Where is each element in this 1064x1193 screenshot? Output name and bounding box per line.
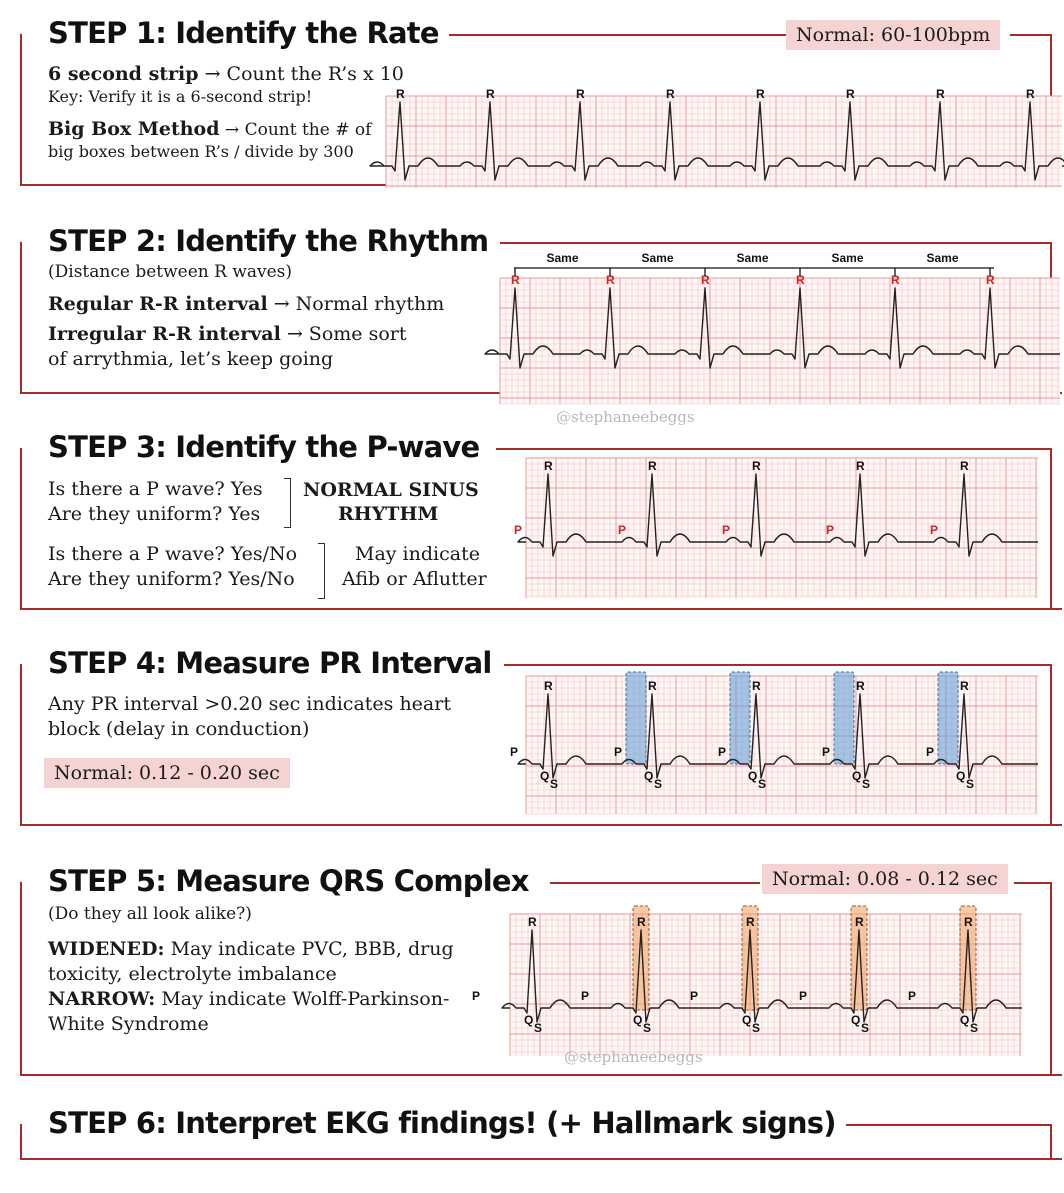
step4-line1: Any PR interval >0.20 sec indicates heart <box>48 693 451 715</box>
r-wave-label-1: R <box>637 915 646 929</box>
r-wave-label-4: R <box>960 459 969 473</box>
step2-subtitle: (Distance between R waves) <box>48 262 293 282</box>
step3-result1a: NORMAL SINUS <box>303 479 479 501</box>
r-wave-label-0: R <box>511 273 520 287</box>
step3-bracket-2 <box>318 543 325 599</box>
step2-regular: Regular R-R interval → Normal rhythm <box>48 293 445 315</box>
p-wave-label-3: P <box>826 523 835 537</box>
interval-highlight-0 <box>626 672 646 764</box>
step3-ecg-strip <box>514 458 1040 600</box>
step4-title: STEP 4: Measure PR Interval <box>48 646 502 680</box>
step3-q3: Is there a P wave? Yes/No <box>48 543 298 565</box>
s-wave-label-3: S <box>862 777 871 791</box>
r-wave-label-5: R <box>986 273 995 287</box>
r-wave-label-0: R <box>544 459 553 473</box>
step1-rule-vert <box>1050 34 1052 96</box>
step5-rule-right <box>1014 882 1052 884</box>
r-wave-label-1: R <box>486 87 495 101</box>
step2-ecg-strip <box>500 248 1062 404</box>
p-wave-label-4: P <box>930 523 939 537</box>
step5-normal-badge: Normal: 0.08 - 0.12 sec <box>762 864 1008 894</box>
r-wave-label-6: R <box>936 87 945 101</box>
step2-irregular: Irregular R-R interval → Some sort <box>48 323 407 345</box>
r-wave-label-4: R <box>756 87 765 101</box>
p-wave-label-3: P <box>799 989 808 1003</box>
step6-title: STEP 6: Interpret EKG findings! (+ Hallmark signs) <box>48 1106 846 1140</box>
same-label-2: Same <box>736 251 769 265</box>
r-wave-label-1: R <box>648 459 657 473</box>
step3-q2: Are they uniform? Yes <box>48 503 261 525</box>
step3-q4: Are they uniform? Yes/No <box>48 568 295 590</box>
step3-rule-vert <box>1050 448 1052 610</box>
r-wave-label-0: R <box>544 679 553 693</box>
step2-rule <box>500 242 1052 244</box>
step2-irregular-line2: of arrythmia, let’s keep going <box>48 348 334 370</box>
step3-result2b: Afib or Aflutter <box>342 568 487 590</box>
r-wave-label-3: R <box>856 679 865 693</box>
r-wave-label-2: R <box>746 915 755 929</box>
s-wave-label-0: S <box>534 1021 543 1035</box>
watermark-2: @stephaneebeggs <box>564 1048 703 1066</box>
p-wave-label-1: P <box>618 523 627 537</box>
step6-rule-vert <box>1050 1124 1052 1160</box>
step6-rule <box>846 1124 1052 1126</box>
interval-highlight-2 <box>834 672 854 764</box>
interval-highlight-3 <box>938 672 958 764</box>
p-wave-label-0: P <box>472 989 481 1003</box>
p-wave-label-0: P <box>510 745 519 759</box>
r-wave-label-7: R <box>1026 87 1035 101</box>
p-wave-label-1: P <box>581 989 590 1003</box>
r-wave-label-5: R <box>846 87 855 101</box>
watermark-1: @stephaneebeggs <box>556 408 695 426</box>
r-wave-label-4: R <box>964 915 973 929</box>
r-wave-label-2: R <box>752 459 761 473</box>
step2-title: STEP 2: Identify the Rhythm <box>48 224 498 258</box>
step5-narrow: NARROW: May indicate Wolff-Parkinson- <box>48 988 450 1010</box>
q-wave-label-1: Q <box>633 1013 643 1027</box>
p-wave-label-2: P <box>690 989 699 1003</box>
q-wave-label-3: Q <box>851 1013 861 1027</box>
step4-line2: block (delay in conduction) <box>48 718 310 740</box>
ecg-grid <box>510 914 1022 1056</box>
step1-rule <box>420 34 790 36</box>
r-wave-label-4: R <box>891 273 900 287</box>
p-wave-label-4: P <box>926 745 935 759</box>
r-wave-label-3: R <box>666 87 675 101</box>
s-wave-label-4: S <box>970 1021 979 1035</box>
q-wave-label-4: Q <box>956 769 966 783</box>
step5-title: STEP 5: Measure QRS Complex <box>48 864 539 898</box>
same-label-3: Same <box>831 251 864 265</box>
q-wave-label-1: Q <box>644 769 654 783</box>
step4-normal-badge: Normal: 0.12 - 0.20 sec <box>44 758 290 788</box>
ecg-grid <box>500 278 1060 404</box>
s-wave-label-0: S <box>550 777 559 791</box>
step3-bracket-1 <box>284 478 291 528</box>
ecg-grid <box>526 458 1038 598</box>
step1-key: Key: Verify it is a 6-second strip! <box>48 87 313 106</box>
s-wave-label-3: S <box>861 1021 870 1035</box>
step1-line3: big boxes between R’s / divide by 300 <box>48 142 354 161</box>
r-wave-label-0: R <box>396 87 405 101</box>
q-wave-label-2: Q <box>748 769 758 783</box>
step5-widened-line2: toxicity, electrolyte imbalance <box>48 963 337 985</box>
s-wave-label-2: S <box>758 777 767 791</box>
step5-subtitle: (Do they all look alike?) <box>48 904 252 924</box>
r-wave-label-2: R <box>576 87 585 101</box>
r-wave-label-3: R <box>796 273 805 287</box>
step4-rule-vert <box>1050 664 1052 826</box>
step3-result1b: RHYTHM <box>338 503 439 525</box>
s-wave-label-1: S <box>643 1021 652 1035</box>
interval-highlight-1 <box>730 672 750 764</box>
step4-ecg-strip <box>510 670 1040 816</box>
r-wave-label-0: R <box>528 915 537 929</box>
same-label-0: Same <box>546 251 579 265</box>
q-wave-label-0: Q <box>524 1013 534 1027</box>
r-wave-label-3: R <box>856 459 865 473</box>
p-wave-label-2: P <box>722 523 731 537</box>
step5-widened: WIDENED: May indicate PVC, BBB, drug <box>48 938 454 960</box>
r-wave-label-2: R <box>752 679 761 693</box>
r-wave-label-2: R <box>701 273 710 287</box>
p-wave-label-1: P <box>614 745 623 759</box>
p-wave-label-2: P <box>718 745 727 759</box>
same-label-1: Same <box>641 251 674 265</box>
same-label-4: Same <box>926 251 959 265</box>
r-wave-label-1: R <box>648 679 657 693</box>
s-wave-label-1: S <box>654 777 663 791</box>
step3-rule <box>496 448 1052 450</box>
q-wave-label-3: Q <box>852 769 862 783</box>
step5-ecg-strip <box>472 904 1024 1058</box>
step1-normal-badge: Normal: 60-100bpm <box>786 20 1000 50</box>
step5-rule <box>550 882 760 884</box>
step1-title: STEP 1: Identify the Rate <box>48 16 449 50</box>
q-wave-label-4: Q <box>960 1013 970 1027</box>
p-wave-label-0: P <box>514 523 523 537</box>
step1-line1: 6 second strip → Count the R’s x 10 <box>48 63 404 85</box>
q-wave-label-0: Q <box>540 769 550 783</box>
r-wave-label-3: R <box>855 915 864 929</box>
r-wave-label-1: R <box>606 273 615 287</box>
step5-rule-vert <box>1050 882 1052 1076</box>
step4-rule <box>504 664 1052 666</box>
p-wave-label-3: P <box>822 745 831 759</box>
step1-line2: Big Box Method → Count the # of <box>48 118 372 140</box>
q-wave-label-2: Q <box>742 1013 752 1027</box>
step3-result2a: May indicate <box>355 543 480 565</box>
r-wave-label-4: R <box>960 679 969 693</box>
step5-narrow-line2: White Syndrome <box>48 1013 209 1035</box>
s-wave-label-2: S <box>752 1021 761 1035</box>
s-wave-label-4: S <box>966 777 975 791</box>
step1-rule-right <box>1010 34 1052 36</box>
step3-q1: Is there a P wave? Yes <box>48 478 263 500</box>
step1-ecg-strip <box>384 87 1064 190</box>
p-wave-label-4: P <box>908 989 917 1003</box>
step3-title: STEP 3: Identify the P-wave <box>48 430 489 464</box>
